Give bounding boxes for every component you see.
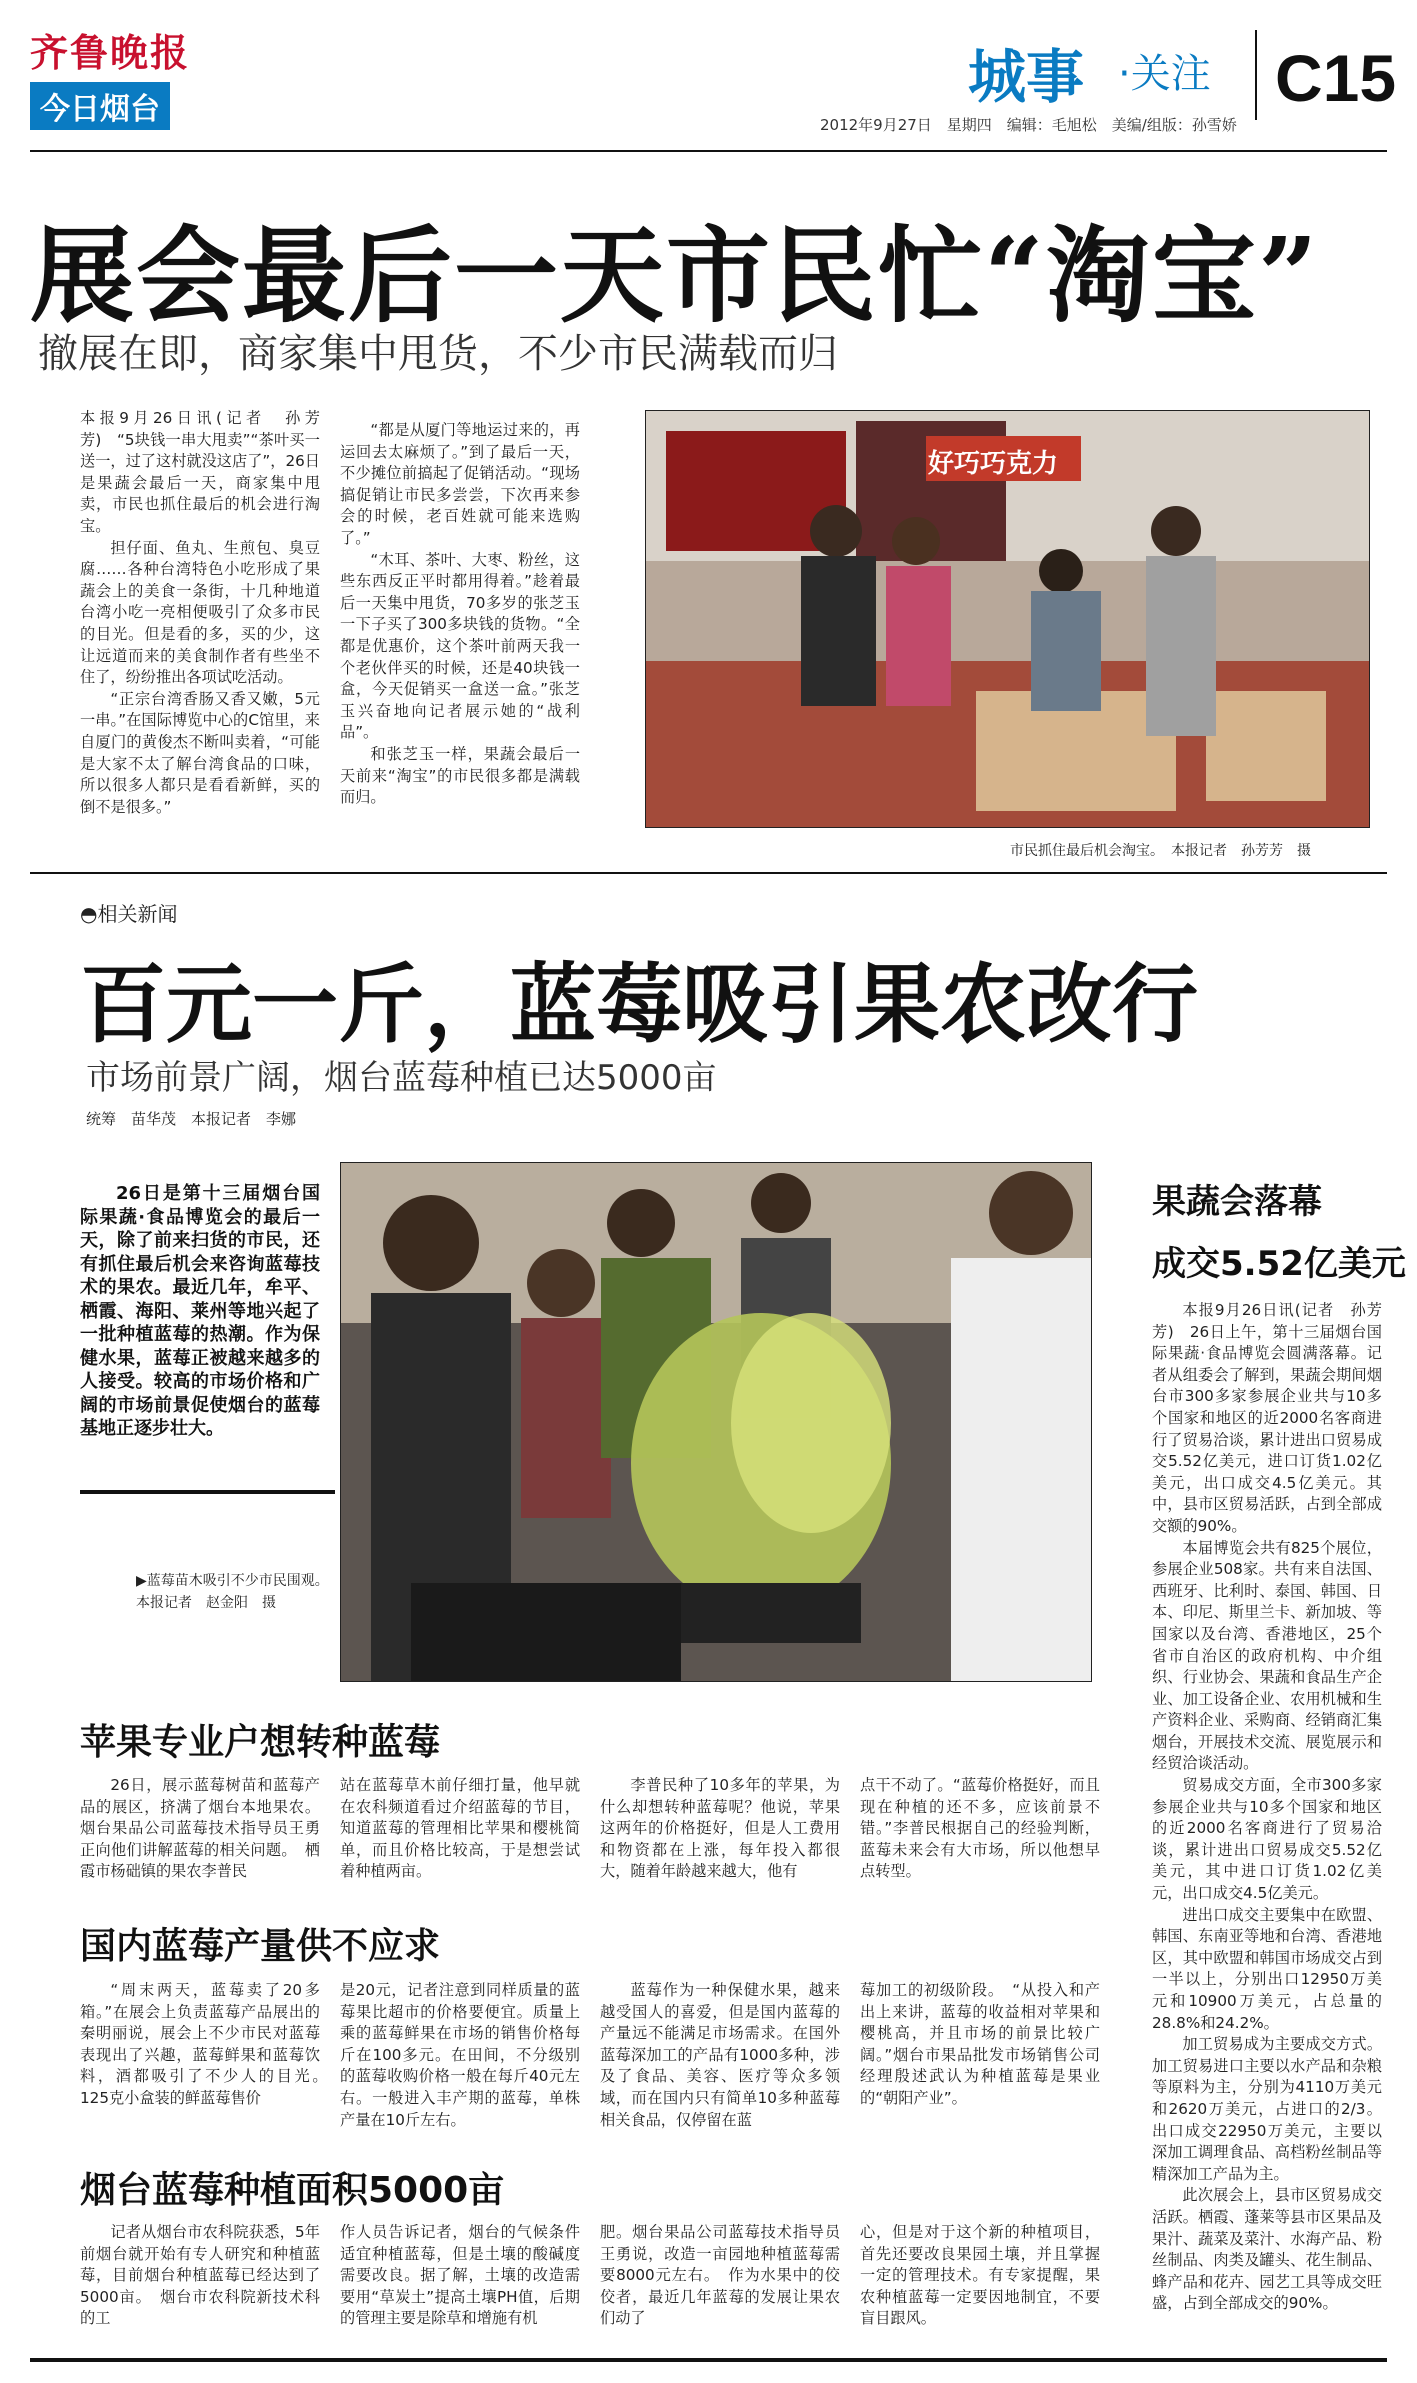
side-headline-2: 成交5.52亿美元 <box>1152 1244 1406 1284</box>
masthead-divider <box>1255 30 1257 120</box>
bottom-rule <box>30 2358 1387 2362</box>
lead-rule <box>80 1490 335 1494</box>
blueberry-seedling-illustration <box>341 1163 1092 1682</box>
story1-caption: 市民抓住最后机会淘宝。 本报记者 孙芳芳 摄 <box>1010 843 1311 859</box>
side-paragraph: 进出口成交主要集中在欧盟、韩国、东南亚等地和台湾、香港地区，其中欧盟和韩国市场成交占到一半以上，分别出口12950万美元和10900万美元，占总量的28.8%和24.2%。 <box>1152 1905 1382 2032</box>
page-number: C15 <box>1275 41 1397 115</box>
side-paragraph: 本届博览会共有825个展位，参展企业508家。共有来自法国、西班牙、比利时、泰国、韩国、日本、印尼、斯里兰卡、新加坡、等国家以及台湾、香港地区，25个省市自治区的政府机构、中介组织、行业协会、果蔬和食品生产企业、加工设备企业、农用机械和生产资料企业、采购商、经销商汇集烟台，开展技术交流、展览展示和经贸洽谈活动。 <box>1152 1538 1382 1773</box>
related-marker-icon: ◓ <box>80 902 98 926</box>
section1-column: 26日，展示蓝莓树苗和蓝莓产品的展区，挤满了烟台本地果农。烟台果品公司蓝莓技术指导员王勇正向他们讲解蓝莓的相关问题。 栖霞市杨础镇的果农李普民 <box>80 1776 320 1881</box>
story1-paragraph: “都是从厦门等地运过来的，再运回去太麻烦了。”到了最后一天，不少摊位前搞起了促销活动。“现场搞促销让市民多尝尝，下次再来参会的时候，老百姓就可能来选购了。” <box>340 421 580 547</box>
section1-column: 李普民种了10多年的苹果，为什么却想转种蓝莓呢？他说，苹果这两年的价格挺好，但是人工费用和物资都在上涨，每年投入都很大，随着年龄越来越大，他有 <box>600 1776 840 1881</box>
section1-column: 点干不动了。“蓝莓价格挺好，而且现在种植的还不多，应该前景不错。”李普民根据自己的经验判断，蓝莓未来会有大市场，所以他想早点转型。 <box>860 1776 1100 1881</box>
section1-column: 站在蓝莓草木前仔细打量，他早就在农科频道看过介绍蓝莓的节目，知道蓝莓的管理相比苹果和樱桃简单，而且价格比较高，于是想尝试着种植两亩。 <box>340 1776 580 1881</box>
related-news-label: ◓相关新闻 <box>80 902 178 926</box>
newspaper-brand: 齐鲁晚报 <box>30 30 191 75</box>
section-heading-apple: 苹果专业户想转种蓝莓 <box>80 1722 441 1763</box>
side-paragraph: 贸易成交方面，全市300多家参展企业共与10多个国家和地区的近2000名客商进行了贸易洽谈，累计进出口贸易成交5.52亿美元，其中进口订货1.02亿美元，出口成交4.5亿美元。 <box>1152 1776 1382 1903</box>
story1-paragraph: 担仔面、鱼丸、生煎包、臭豆腐……各种台湾特色小吃形成了果蔬会上的美食一条街，十几种地道台湾小吃一亮相便吸引了众多市民的目光。但是看的多，买的少，这让远道而来的美食制作者有些坐不住了，纷纷推出各项试吃活动。 <box>80 538 320 687</box>
story1-paragraph: 和张芝玉一样，果蔬会最后一天前来“淘宝”的市民很多都是满载而归。 <box>340 744 580 807</box>
story1-subhead: 撤展在即，商家集中甩货，不少市民满载而归 <box>38 331 838 377</box>
story2-subhead: 市场前景广阔，烟台蓝莓种植已达5000亩 <box>86 1058 717 1098</box>
section3-column: 作人员告诉记者，烟台的气候条件适宜种植蓝莓，但是土壤的酸碱度需要改良。据了解，土壤的改造需要用“草炭土”提高土壤PH值，后期的管理主要是除草和增施有机 <box>340 2223 580 2328</box>
section-heading-area: 烟台蓝莓种植面积5000亩 <box>80 2170 505 2211</box>
side-paragraph: 本报9月26日讯(记者 孙芳芳) 26日上午，第十三届烟台国际果蔬·食品博览会圆满落幕。记者从组委会了解到，果蔬会期间烟台市300多家参展企业共与10多个国家和地区的近2000名客商进行了贸易洽谈，累计进出口贸易成交5.52亿美元，进口订货1.02亿美元，出口成交4.5亿美元。其中，县市区贸易活跃，占到全部成交额的90%。 <box>1152 1301 1382 1535</box>
story1-paragraph: “木耳、茶叶、大枣、粉丝，这些东西反正平时都用得着。”趁着最后一天集中甩货，70多岁的张芝玉一下子买了300多块钱的货物。“全都是优惠价，这个茶叶前两天我一个老伙伴买的时候，还是40块钱一盒，今天促销买一盒送一盒。”张芝玉兴奋地向记者展示她的“战利品”。 <box>340 550 580 742</box>
dateline: 2012年9月27日 星期四 编辑：毛旭松 美编/组版：孙雪娇 <box>820 116 1237 134</box>
top-rule <box>30 150 1387 152</box>
story2-headline: 百元一斤，蓝莓吸引果农改行 <box>80 954 1198 1055</box>
story2-caption: ▶蓝莓苗木吸引不少市民围观。 本报记者 赵金阳 摄 <box>136 1573 336 1611</box>
section-title: 城事 <box>968 43 1085 111</box>
section2-column: 莓加工的初级阶段。 “从投入和产出上来讲，蓝莓的收益相对苹果和樱桃高，并且市场的前景比较广阔。”烟台市果品批发市场销售公司经理殷述武认为种植蓝莓是果业的“朝阳产业”。 <box>860 1981 1100 2107</box>
edition-label: 今日烟台 <box>30 82 170 130</box>
section2-column: 蓝莓作为一种保健水果，越来越受国人的喜爱，但是国内蓝莓的产量远不能满足市场需求。在国外蓝莓深加工的产品有1000多种，涉及了食品、美容、医疗等众多领域，而在国内只有简单10多种蓝莓相关食品，仅停留在蓝 <box>600 1981 840 2129</box>
story1-paragraph: “正宗台湾香肠又香又嫩，5元一串。”在国际博览中心的C馆里，来自厦门的黄俊杰不断叫卖着，“可能是大家不太了解台湾食品的口味，所以很多人都只是看看新鲜，买的倒不是很多。” <box>80 689 320 816</box>
section3-column: 肥。烟台果品公司蓝莓技术指导员王勇说，改造一亩园地种植蓝莓需要8000元左右。 作为水果中的佼佼者，最近几年蓝莓的发展让果农们动了 <box>600 2223 840 2328</box>
story2-byline: 统筹 苗华茂 本报记者 李娜 <box>86 1110 297 1128</box>
story1-column-1 <box>80 408 320 818</box>
story2-lead: 26日是第十三届烟台国际果蔬·食品博览会的最后一天，除了前来扫货的市民，还有抓住最后机会来咨询蓝莓技术的果农。最近几年，牟平、栖霞、海阳、莱州等地兴起了一批种植蓝莓的热潮。作为保健水果，蓝莓正被越来越多的人接受。较高的市场价格和广阔的市场前景促使烟台的蓝莓基地正逐步壮大。 <box>80 1183 320 1439</box>
section-heading-supply: 国内蓝莓产量供不应求 <box>80 1926 441 1967</box>
side-column <box>1152 1300 1382 2315</box>
story2-photo <box>340 1162 1092 1682</box>
story-separator <box>30 872 1387 874</box>
section2-column: 是20元，记者注意到同样质量的蓝莓果比超市的价格要便宜。质量上乘的蓝莓鲜果在市场的销售价格每斤在100多元。在田间，不分级别的蓝莓收购价格一般在每斤40元左右。一般进入丰产期的蓝莓，单株产量在10斤左右。 <box>340 1981 580 2129</box>
side-paragraph: 加工贸易成为主要成交方式。加工贸易进口主要以水产品和杂粮等原料为主，分别为4110万美元和2620万美元，占进口的2/3。出口成交22950万美元，主要以深加工调理食品、高档粉丝制品等精深加工产品为主。 <box>1152 2035 1382 2183</box>
side-headline-1: 果蔬会落幕 <box>1152 1182 1322 1222</box>
store-sign-text: 好巧巧克力 <box>928 449 1059 479</box>
section-subtitle: ·关注 <box>1118 51 1211 97</box>
side-paragraph: 此次展会上，县市区贸易成交活跃。栖霞、蓬莱等县市区果品及果汁、蔬菜及菜汁、水海产品、粉丝制品、肉类及罐头、花生制品、蜂产品和花卉、园艺工具等成交旺盛，占到全部成交的90%。 <box>1152 2186 1382 2313</box>
story1-photo <box>645 410 1370 828</box>
section3-column: 心，但是对于这个新的种植项目，首先还要改良果园土壤，并且掌握一定的管理技术。有专家提醒，果农种植蓝莓一定要因地制宜，不要盲目跟风。 <box>860 2223 1100 2328</box>
story1-headline: 展会最后一天市民忙“淘宝” <box>30 214 1320 337</box>
story1-column-2 <box>340 420 580 809</box>
section2-column: “周末两天，蓝莓卖了20多箱。”在展会上负责蓝莓产品展出的秦明丽说，展会上不少市民对蓝莓表现出了兴趣，蓝莓鲜果和蓝莓饮料，酒都吸引了不少人的目光。 125克小盒装的鲜蓝莓售价 <box>80 1981 336 2107</box>
story1-paragraph: 本报9月26日讯(记者 孙芳芳) “5块钱一串大甩卖”“茶叶买一送一，过了这村就没这店了”，26日是果蔬会最后一天，商家集中甩卖，市民也抓住最后的机会进行淘宝。 <box>80 409 320 535</box>
section3-column: 记者从烟台市农科院获悉，5年前烟台就开始有专人研究和种植蓝莓，目前烟台种植蓝莓已经达到了5000亩。 烟台市农科院新技术科的工 <box>80 2223 320 2328</box>
